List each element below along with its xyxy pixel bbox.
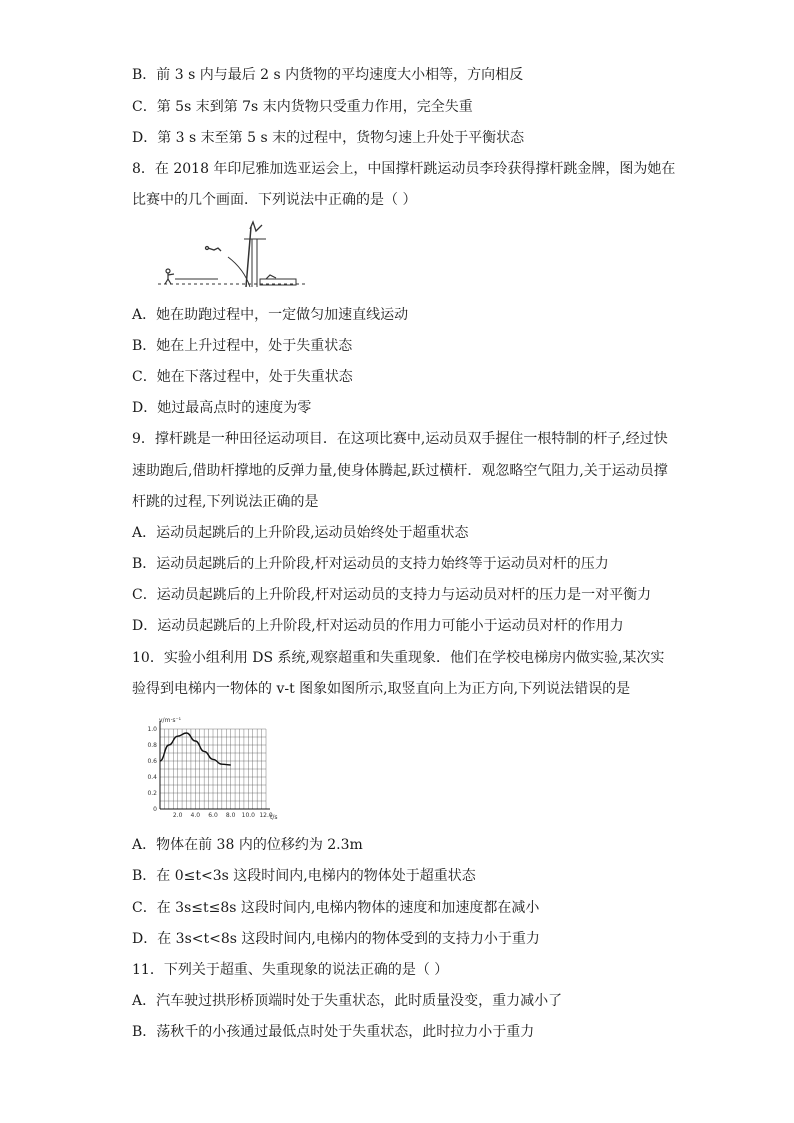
chart-y-ticks [147, 726, 157, 813]
landed-jumper-icon [266, 275, 276, 279]
q11-option-a: A．汽车驶过拱形桥顶端时处于失重状态，此时质量没变，重力减小了 [132, 993, 563, 1009]
q10-option-d: D．在 3s<t<8s 这段时间内,电梯内的物体受到的支持力小于重力 [132, 931, 540, 947]
runner-icon [165, 269, 174, 284]
q9-stem-line-3: 杆跳的过程,下列说法正确的是 [132, 494, 319, 510]
q11-stem: 11．下列关于超重、失重现象的说法正确的是（ ） [132, 962, 449, 978]
q10-option-a: A．物体在前 38 内的位移约为 2.3m [132, 837, 363, 853]
y-tick-label: 0.6 [147, 758, 157, 765]
q7-option-b: B．前 3 s 内与最后 2 s 内货物的平均速度大小相等，方向相反 [132, 67, 524, 83]
q8-option-c: C．她在下落过程中，处于失重状态 [132, 369, 353, 385]
q8-stem-line-1: 8．在 2018 年印尼雅加选亚运会上，中国撑杆跳运动员李玲获得撑杆跳金牌，图为她在 [132, 161, 676, 177]
q9-option-d: D．运动员起跳后的上升阶段,杆对运动员的作用力可能小于运动员对杆的作用力 [132, 618, 624, 634]
x-tick-label: 8.0 [225, 812, 236, 819]
q8-stem-line-2: 比赛中的几个画面．下列说法中正确的是（ ） [132, 192, 417, 208]
chart-grid [160, 729, 266, 809]
q8-option-a: A．她在助跑过程中，一定做匀加速直线运动 [132, 307, 409, 323]
q10-stem-line-1: 10．实验小组利用 DS 系统,观察超重和失重现象．他们在学校电梯房内做实验,某次实 [132, 650, 665, 666]
x-tick-label: 10.0 [241, 812, 256, 819]
y-tick-label: 0.2 [147, 790, 157, 797]
q9-option-c: C．运动员起跳后的上升阶段,杆对运动员的支持力与运动员对杆的压力是一对平衡力 [132, 587, 652, 603]
x-tick-label: 2.0 [172, 812, 183, 819]
x-tick-label: 12.0 [259, 812, 273, 819]
q9-option-a: A．运动员起跳后的上升阶段,运动员始终处于超重状态 [132, 525, 469, 541]
chart-x-axis-label: t/s [270, 814, 278, 821]
y-tick-label: 0 [153, 806, 157, 813]
q9-stem-line-2: 速助跑后,借助杆撑地的反弹力量,使身体腾起,跃过横杆．观忽略空气阻力,关于运动员撑 [132, 463, 668, 479]
pole-vault-figure [158, 217, 308, 299]
chart-y-axis-label: v/m·s⁻¹ [159, 717, 182, 724]
q9-option-b: B．运动员起跳后的上升阶段,杆对运动员的支持力始终等于运动员对杆的压力 [132, 556, 609, 572]
q11-option-b: B．荡秋千的小孩通过最低点时处于失重状态，此时拉力小于重力 [132, 1024, 535, 1040]
chart-x-ticks [173, 812, 273, 819]
x-tick-label: 6.0 [208, 812, 218, 819]
vt-chart [132, 713, 282, 825]
chart-axes [160, 721, 270, 809]
pole-line [246, 227, 251, 287]
q10-stem-line-2: 验得到电梯内一物体的 v-t 图象如图所示,取竖直向上为正方向,下列说法错误的是 [132, 681, 631, 697]
jumper-over-bar-icon [250, 222, 262, 231]
q10-option-b: B．在 0≤t<3s 这段时间内,电梯内的物体处于超重状态 [132, 868, 476, 884]
y-tick-label: 1.0 [147, 726, 157, 733]
q10-option-c: C．在 3s≤t≤8s 这段时间内,电梯内物体的速度和加速度都在减小 [132, 900, 540, 916]
jumper-in-air-icon [206, 247, 222, 252]
y-tick-label: 0.4 [147, 774, 157, 781]
q8-option-d: D．她过最高点时的速度为零 [132, 400, 312, 416]
q7-option-d: D．第 3 s 末至第 5 s 末的过程中，货物匀速上升处于平衡状态 [132, 130, 525, 146]
q9-stem-line-1: 9．撑杆跳是一种田径运动项目．在这项比赛中,运动员双手握住一根特制的杆子,经过快 [132, 431, 668, 447]
x-tick-label: 4.0 [190, 812, 201, 819]
q8-option-b: B．她在上升过程中，处于失重状态 [132, 338, 353, 354]
y-tick-label: 0.8 [147, 742, 157, 749]
q7-option-c: C．第 5s 末到第 7s 末内货物只受重力作用，完全失重 [132, 99, 473, 115]
